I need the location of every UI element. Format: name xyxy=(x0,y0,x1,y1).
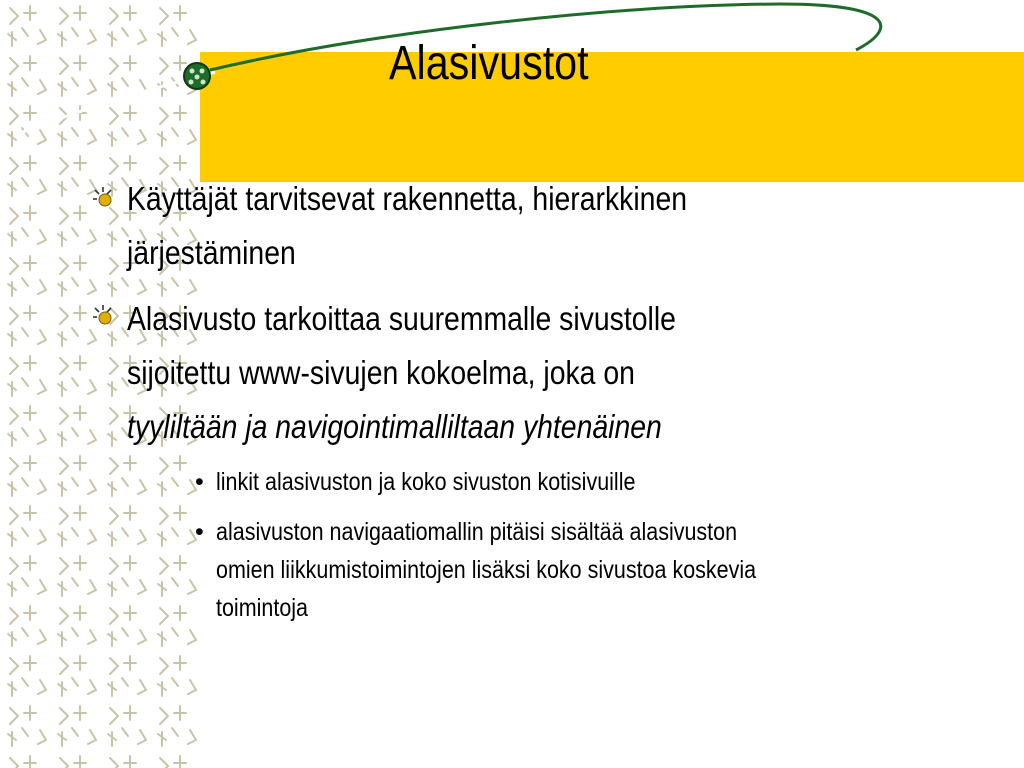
sub-bullet-line: alasivuston navigaatiomallin pitäisi sisältää alasivuston xyxy=(216,518,738,546)
sun-bullet-icon xyxy=(92,304,114,326)
sub-bullet-line: linkit alasivuston ja koko sivuston kotisivuille xyxy=(216,468,636,496)
italic-phrase: tyyliltään ja navigointimalliltaan yhtenäinen xyxy=(127,408,662,445)
decorative-swoosh xyxy=(0,0,1024,200)
sub-bullet-line: toimintoja xyxy=(216,594,309,622)
bullet-line: Käyttäjät tarvitsevat rakennetta, hierarkkinen xyxy=(127,180,688,217)
sub-bullet-marker: • xyxy=(195,518,204,546)
sun-bullet-icon xyxy=(92,186,114,208)
bullet-line-italic xyxy=(127,400,662,454)
bullet-line: Alasivusto tarkoittaa suuremmalle sivustolle xyxy=(127,300,676,337)
sub-bullet-line: omien liikkumistoimintojen lisäksi koko sivustoa koskevia xyxy=(216,556,757,584)
bullet-line: sijoitettu www-sivujen kokoelma, joka on xyxy=(127,354,635,391)
bullet-line: järjestäminen xyxy=(127,234,296,271)
globe-icon xyxy=(184,63,210,89)
sub-bullet-marker: • xyxy=(195,468,204,496)
slide-title: Alasivustot xyxy=(389,37,589,90)
